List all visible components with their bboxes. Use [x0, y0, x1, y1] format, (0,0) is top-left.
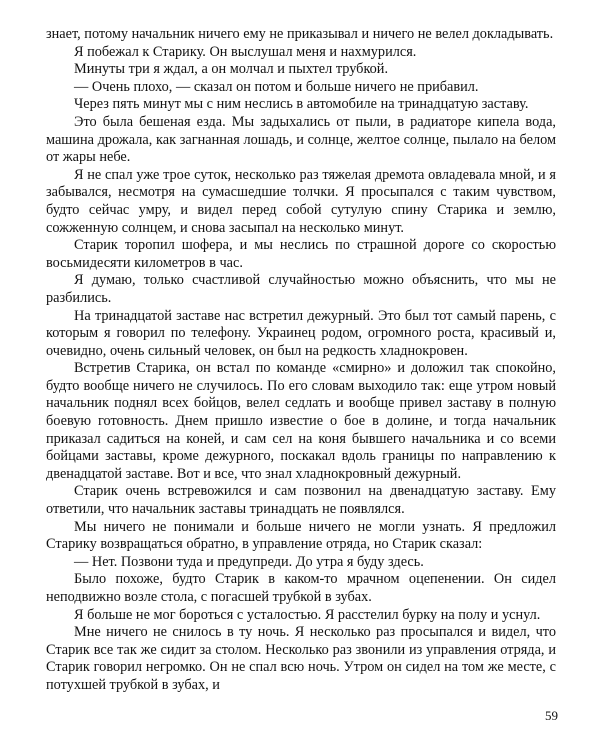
page-text	[46, 26, 556, 695]
paragraph-7: Я не спал уже трое суток, несколько раз тяжелая дремота овладевала мной, и я забывался, несмотря на сумасшедшие толчки. Я просыпался с таким чувством, будто сейчас умру, и видел перед собой сутулую спину Старика и землю, сожженную солнцем, и снова засыпал на несколько минут.	[46, 166, 556, 236]
page-number: 59	[545, 708, 558, 723]
paragraph-10: На тринадцатой заставе нас встретил дежурный. Это был тот самый парень, с которым я говорил по телефону. Украинец родом, огромного роста, красивый и, очевидно, очень сильный человек, он был на редкость хладнокровен.	[46, 307, 556, 359]
paragraph-1: знает, потому начальник ничего ему не приказывал и ничего не велел докладывать.	[46, 26, 554, 42]
paragraph-4: — Очень плохо, — сказал он потом и больше ничего не прибавил.	[74, 78, 479, 95]
paragraph-13: Мы ничего не понимали и больше ничего не могли узнать. Я предложил Старику возвращаться обратно, в управление отряда, но Старик сказал:	[46, 518, 556, 553]
paragraph-8: Старик торопил шофера, и мы неслись по страшной дороге со скоростью восьмидесяти километров в час.	[46, 237, 556, 271]
paragraph-6: Это была бешеная езда. Мы задыхались от пыли, в радиаторе кипела вода, машина дрожала, как загнанная лошадь, и солнце, желтое солнце, пылало на белом от жары небе.	[46, 113, 556, 166]
paragraph-5: Через пять минут мы с ним неслись в автомобиле на тринадцатую заставу.	[74, 96, 529, 113]
paragraph-12: Старик очень встревожился и сам позвонил на двенадцатую заставу. Ему ответили, что начальник заставы тринадцать не появлялся.	[46, 483, 556, 518]
paragraph-9: Я думаю, только счастливой случайностью можно объяснить, что мы не разбились.	[46, 272, 556, 306]
paragraph-17: Мне ничего не снилось в ту ночь. Я несколько раз просыпался и видел, что Старик все так же сидит за столом. Несколько раз звонили из управления отряда, и Старик говорил негромко. Он не спал всю ночь. Утром он сидел на том же месте, с потухшей трубкой в зубах, и	[46, 624, 556, 693]
paragraph-3: Минуты три я ждал, а он молчал и пыхтел трубкой.	[74, 61, 389, 78]
paragraph-2: Я побежал к Старику. Он выслушал меня и нахмурился.	[74, 43, 417, 60]
paragraph-11: Встретив Старика, он встал по команде «смирно» и доложил так спокойно, будто вообще ничего не случилось. По его словам выходило так: еще утром новый начальник поднял всех бойцов, велел седлать и вообще привел заставу в полную боевую готовность. Днем пришло известие о бое в долине, и тогда начальник приказал садиться на коней, и сам сел на коня бывшего начальника и со всеми бойцами заставы, кроме дежурного, поскакал вдоль границы по направлению к двенадцатой заставе. Вот и все, что знал хладнокровный дежурный.	[46, 360, 556, 482]
paragraph-15: Было похоже, будто Старик в каком-то мрачном оцепенении. Он сидел неподвижно возле стола, с погасшей трубкой в зубах.	[46, 571, 556, 605]
paragraph-14: — Нет. Позвони туда и предупреди. До утра я буду здесь.	[74, 553, 424, 570]
paragraph-16: Я больше не мог бороться с усталостью. Я расстелил бурку на полу и уснул.	[74, 606, 541, 623]
